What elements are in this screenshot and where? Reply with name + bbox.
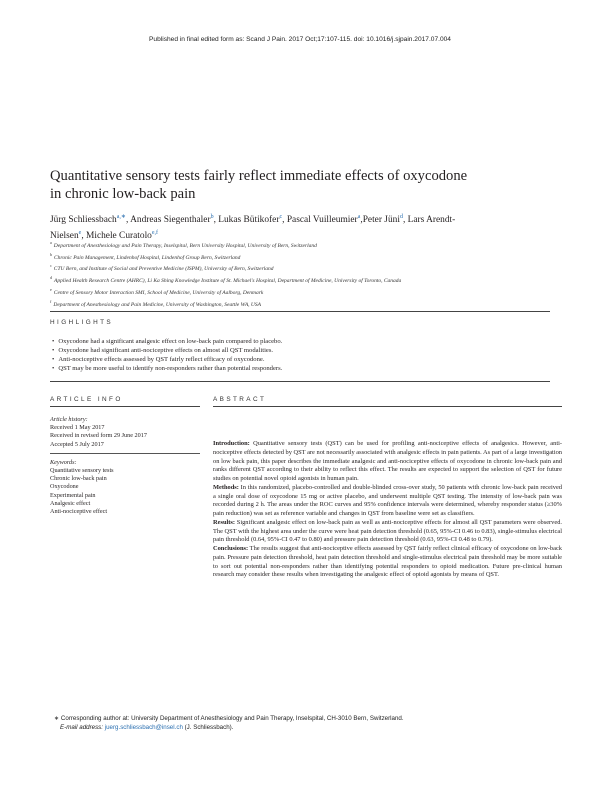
abstract-section-label: Conclusions: — [213, 545, 249, 552]
affiliation-item — [50, 274, 550, 286]
highlight-item: • Oxycodone had a significant analgesic effect on low-back pain compared to placebo. — [52, 337, 542, 346]
abstract-section — [213, 545, 562, 580]
keyword-item: Chronic low-back pain — [50, 475, 107, 483]
received-date: Received 1 May 2017 — [50, 424, 105, 432]
abstract-section — [213, 484, 562, 519]
author-affiliation-mark[interactable]: c — [279, 214, 283, 220]
affiliation-text: Department of Anesthesiology and Pain Medicine, University of Washington, Seattle WA, USA — [53, 301, 262, 308]
author-separator: , — [402, 215, 408, 226]
abstract-section-text: The results suggest that anti-nociceptive effects assessed by QST fairly reflect clinical efficacy of oxycodone on low-back pain. Pressure pain detection threshold, heat pain detection threshold and single-stimulus electrical pain threshold may be more suitable to sort out potential non-responders rather than identifying potential responders to opioid medication. Future pre-clinical human research may consider these results when investigating the analgesic effect of opioid agonists by means of QST. — [213, 545, 562, 579]
abstract-section-text: Significant analgesic effect on low-back pain as well as anti-nociceptive effects for almost all QST parameters were observed. The QST with the highest area under the curve were heat pain detection threshold (0.65, 95%-CI 0.46 to 0.83), single-stimulus electrical pain threshold (0.64, 95%-CI 0.47 to 0.80) and pressure pain detection threshold (0.63, 95%-CI 0.48 to 0.79). — [213, 518, 562, 544]
affiliation-text: Department of Anesthesiology and Pain Therapy, Inselspital, Bern University Hospital, University of Bern, Switzerland — [53, 242, 317, 249]
affiliation-item — [50, 298, 550, 310]
article-info-heading: ARTICLE INFO — [50, 396, 123, 403]
corresponding-author: Corresponding author at: University Department of Anesthesiology and Pain Therapy, Inselspital, CH-3010 Bern, Switzerland. — [59, 715, 404, 722]
abstract-section-label: Introduction: — [213, 440, 250, 447]
info-divider — [50, 453, 200, 454]
highlight-item: • Anti-nociceptive effects assessed by QST fairly reflect efficacy of oxycodone. — [52, 355, 542, 364]
author-name[interactable]: Lars Arendt-Nielsen — [50, 215, 456, 242]
revised-date: Received in revised form 29 June 2017 — [50, 432, 147, 440]
email-label: E-mail address: — [60, 723, 103, 731]
affiliation-mark: c — [50, 263, 52, 269]
footnote — [54, 715, 554, 732]
keyword-list — [50, 467, 200, 516]
author-affiliation-mark[interactable]: d — [399, 214, 403, 220]
affiliation-item — [50, 286, 550, 298]
abstract-section-label: Results: — [213, 518, 236, 526]
highlights-bottom-rule — [50, 381, 550, 382]
author-affiliation-mark[interactable]: e — [78, 230, 82, 237]
affiliation-mark: e — [50, 286, 52, 292]
keywords-label: Keywords: — [50, 458, 77, 466]
affiliation-mark: a — [50, 240, 52, 245]
abstract-section-text: In this randomized, placebo-controlled and double-blinded cross-over study, 50 patients with chronic low-back pain received a single oral dose of oxycodone 15 mg or active placebo, and underwent multiple QST testing. The intensity of low-back pain was recorded during 2 h. The areas under the ROC curves and 95% confidence intervals were determined, whereby responder status (≥30% pain reduction) was set as reference variable and changes in QST from baseline were set as classifiers. — [213, 483, 562, 517]
history-label: Article history: — [50, 416, 88, 423]
highlights-list — [52, 337, 542, 373]
abstract-section-text: Quantitative sensory tests (QST) can be used for profiling anti-nociceptive effects of analgesics. However, anti-nociceptive effects detected by QST are not necessarily associated with analgesic effects in pain patients. As part of a large investigation on low back pain, this paper describes the immediate analgesic and anti-nociceptive effects of oxycodone in chronic low-back pain and ranks different QST according to their ability to reflect this effect. The results are expected to support the selection of QST for future studies on potential novel opioid agonists in human pain. — [213, 440, 562, 482]
article-info — [50, 416, 200, 516]
abstract-section-label: Methods: — [213, 483, 239, 491]
author-name[interactable]: Michele Curatolo — [86, 231, 152, 242]
publication-header: Published in final edited form as: Scand J Pain. 2017 Oct;17:107-115. doi: 10.1016/j.sjpain.2017.07.004 — [149, 36, 451, 43]
email-owner: (J. Schliessbach). — [182, 723, 234, 731]
author-separator: , — [282, 215, 287, 226]
highlight-item: • Oxycodone had significant anti-nociceptive effects on almost all QST modalities. — [52, 346, 542, 355]
author-affiliation-mark[interactable]: e,f — [151, 230, 159, 237]
article-title: Quantitative sensory tests fairly reflect immediate effects of oxycodone in chronic low-back pain — [50, 168, 468, 202]
abstract-section — [213, 519, 562, 545]
affiliation-mark: d — [50, 275, 52, 281]
abstract-section — [213, 440, 562, 484]
author-name[interactable]: Lukas Bütikofer — [218, 215, 280, 226]
affiliation-text: Chronic Pain Management, Lindenhof Hospital, Lindenhof Group Bern, Switzerland — [54, 254, 241, 261]
abstract-body — [213, 440, 562, 580]
author-affiliation-mark[interactable]: a,∗ — [116, 214, 126, 220]
affiliation-list — [50, 239, 550, 309]
keyword-item: Anti-nociceptive effect — [50, 508, 108, 516]
footnote-star: ∗ — [54, 715, 60, 722]
abstract-rule — [213, 406, 562, 407]
affiliation-text: Centre of Sensory Motor Interaction SMI, School of Medicine, University of Aalborg, Denmark — [53, 289, 264, 296]
affiliation-mark: f — [50, 298, 52, 304]
author-separator: , — [360, 215, 363, 226]
accepted-date: Accepted 5 July 2017 — [50, 440, 104, 448]
author-name[interactable]: Jürg Schliessbach — [50, 215, 117, 226]
author-name[interactable]: Peter Jüni — [362, 215, 400, 226]
affiliation-mark: b — [50, 251, 52, 257]
highlight-item: • QST may be more useful to identify non-responders rather than potential responders. — [52, 364, 542, 373]
author-separator: , — [213, 215, 219, 226]
affiliation-text: Applied Health Research Centre (AHRC), Li Ka Shing Knowledge Institute of St. Michael's Hospital, Department of Medicine, University of Toronto, Canada — [54, 278, 402, 285]
email-link[interactable]: juerg.schliessbach@insel.ch — [104, 723, 183, 731]
keyword-item: Quantitative sensory tests — [50, 467, 114, 475]
author-affiliation-mark[interactable]: a — [357, 214, 361, 220]
keyword-item: Experimental pain — [50, 491, 96, 499]
author-separator: , — [81, 231, 86, 242]
highlights-heading: HIGHLIGHTS — [50, 319, 114, 326]
article-info-rule — [50, 406, 200, 407]
affiliation-item — [50, 251, 550, 263]
author-name[interactable]: Andreas Siegenthaler — [130, 215, 211, 226]
abstract-heading: ABSTRACT — [213, 396, 267, 403]
author-separator: , — [125, 215, 131, 226]
highlights-top-rule — [50, 311, 550, 312]
affiliation-item — [50, 262, 550, 274]
affiliation-text: CTU Bern, and Institute of Social and Preventive Medicine (ISPM), University of Bern, Switzerland — [53, 266, 274, 273]
author-affiliation-mark[interactable]: b — [210, 214, 214, 220]
keyword-item: Oxycodone — [50, 483, 79, 491]
author-name[interactable]: Pascal Vuilleumier — [286, 215, 358, 226]
affiliation-item — [50, 239, 550, 251]
keyword-item: Analgesic effect — [50, 499, 91, 507]
